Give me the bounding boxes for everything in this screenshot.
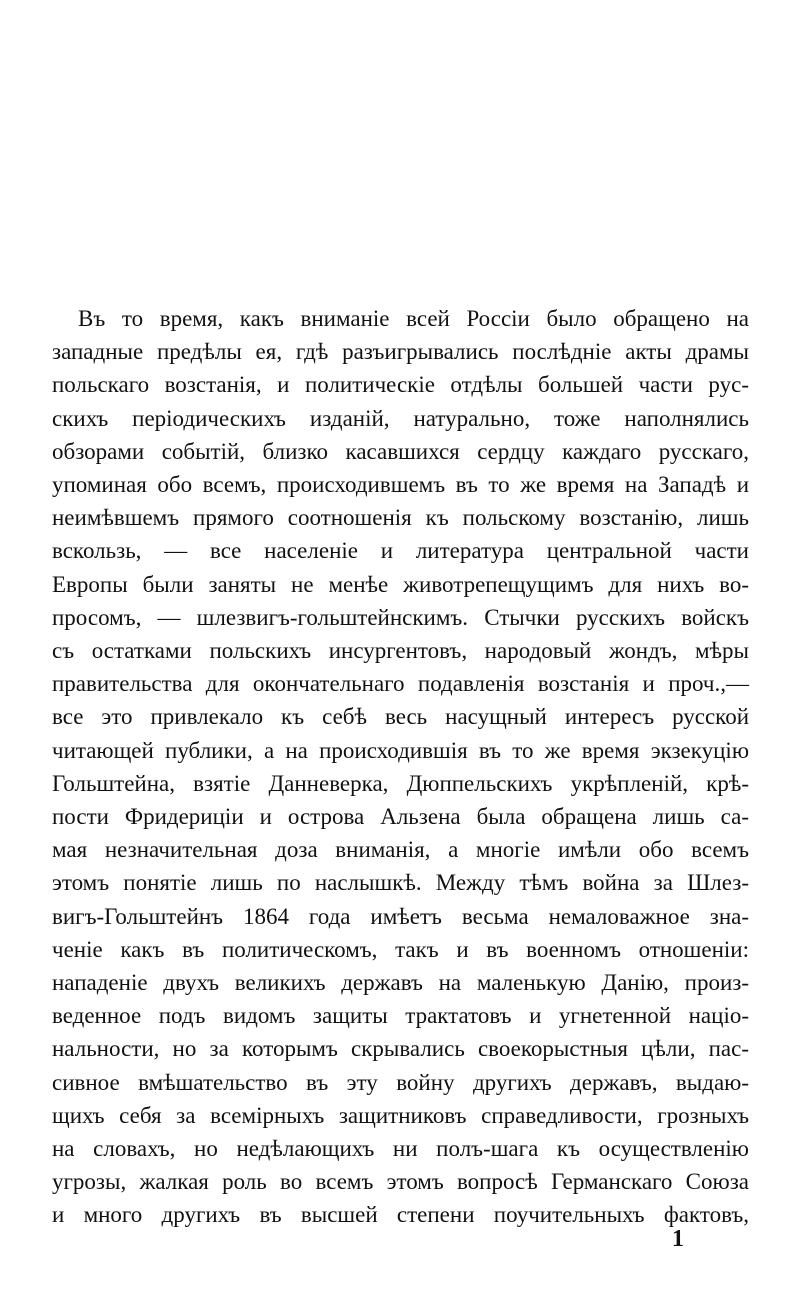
text-line: угрозы, жалкая роль во всемъ этомъ вопросѣ Германскаго Союза <box>52 1169 749 1195</box>
page-number: 1 <box>672 1226 684 1252</box>
text-line: этомъ понятіе лишь по наслышкѣ. Между тѣмъ война за Шлез- <box>52 870 749 896</box>
text-line: скихъ періодическихъ изданій, натурально, тоже наполнялись <box>52 405 749 431</box>
text-line: веденное подъ видомъ защиты трактатовъ и угнетенной націо- <box>52 1003 749 1029</box>
text-line: и много другихъ въ высшей степени поучительныхъ фактовъ, <box>52 1202 749 1228</box>
text-line: нальности, но за которымъ скрывались своекорыстныя цѣли, пас- <box>52 1036 749 1062</box>
text-line: на словахъ, но недѣлающихъ ни полъ-шага къ осуществленію <box>52 1136 749 1162</box>
text-line: обзорами событій, близко касавшихся сердцу каждаго русскаго, <box>52 438 749 464</box>
text-line: сивное вмѣшательство въ эту войну другихъ державъ, выдаю- <box>52 1069 749 1095</box>
text-line: пости Фридериціи и острова Альзена была обращена лишь са- <box>52 804 749 830</box>
text-line: вскользь, — все населеніе и литература центральной части <box>52 538 749 564</box>
text-line: нападеніе двухъ великихъ державъ на маленькую Данію, произ- <box>52 970 749 996</box>
text-line: неимѣвшемъ прямого соотношенія къ польскому возстанію, лишь <box>52 505 749 531</box>
text-line: просомъ, — шлезвигъ-гольштейнскимъ. Стычки русскихъ войскъ <box>52 604 749 630</box>
text-line: Гольштейна, взятіе Данневерка, Дюппельскихъ укрѣпленій, крѣ- <box>52 770 749 796</box>
text-line: упоминая обо всемъ, происходившемъ въ то же время на Западѣ и <box>52 472 749 498</box>
text-line: читающей публики, а на происходившія въ то же время экзекуцію <box>52 737 749 763</box>
text-line: правительства для окончательнаго подавленія возстанія и проч.,— <box>52 671 749 697</box>
text-line: все это привлекало къ себѣ весь насущный интересъ русской <box>52 704 749 730</box>
text-line: Европы были заняты не менѣе животрепещущимъ для нихъ во- <box>52 571 749 597</box>
text-line: мая незначительная доза вниманія, а многіе имѣли обо всемъ <box>52 837 749 863</box>
text-line: вигъ-Гольштейнъ 1864 года имѣетъ весьма немаловажное зна- <box>52 903 749 929</box>
text-line: польскаго возстанія, и политическіе отдѣлы большей части рус- <box>52 372 749 398</box>
text-line: щихъ себя за всемірныхъ защитниковъ справедливости, грозныхъ <box>52 1102 749 1128</box>
body-paragraph <box>52 302 749 1232</box>
text-line: западные предѣлы ея, гдѣ разъигрывались послѣдніе акты драмы <box>52 339 749 365</box>
text-line: съ остатками польскихъ инсургентовъ, народовый жондъ, мѣры <box>52 638 749 664</box>
text-line: ченіе какъ въ политическомъ, такъ и въ военномъ отношеніи: <box>52 936 749 962</box>
text-line: Въ то время, какъ вниманіе всей Россіи было обращено на <box>78 306 749 331</box>
